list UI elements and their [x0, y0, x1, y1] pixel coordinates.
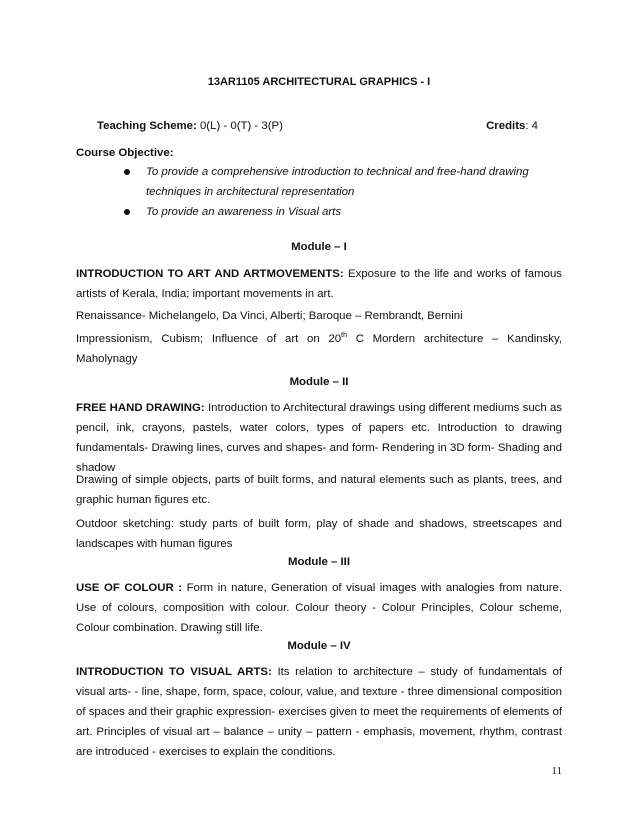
module-body: Exposure to the life and works of famous artists of Kerala, India; important movements in art. — [76, 268, 562, 300]
movements-line: Renaissance- Michelangelo, Da Vinci, Alberti; Baroque – Rembrandt, Bernini — [76, 310, 463, 322]
bullet-icon — [124, 209, 130, 215]
module-paragraph — [76, 264, 562, 304]
module-heading: Module – II — [289, 376, 349, 388]
objective-item — [146, 162, 546, 202]
teaching-scheme-value: 0(L) - 0(T) - 3(P) — [196, 120, 283, 132]
module-paragraph — [76, 578, 562, 638]
module-paragraph — [76, 306, 562, 369]
movements-line — [76, 326, 562, 349]
module-paragraph: Outdoor sketching: study parts of built form, play of shade and shadows, streetscapes and landscapes with human figures — [76, 518, 562, 550]
module-heading: Module – III — [287, 556, 351, 568]
credits-label: Credits — [486, 120, 526, 132]
module-paragraph: Drawing of simple objects, parts of built forms, and natural elements such as plants, trees, and graphic human figures etc. — [76, 474, 562, 506]
course-objective-heading: Course Objective: — [76, 147, 174, 159]
module-body: Introduction to Architectural drawings using different mediums such as pencil, ink, crayons, pastels, water colors, types of papers etc. Introduction to drawing fundamentals- Drawing lines, curves and shapes- and form- Rendering in 3D form- Shading and shadow — [76, 402, 562, 474]
movements-line: Maholynagy — [76, 352, 138, 365]
module-topic: USE OF COLOUR : — [76, 582, 183, 594]
page-number: 11 — [551, 765, 562, 777]
module-heading: Module – I — [291, 241, 347, 253]
teaching-scheme-label: Teaching Scheme: — [97, 120, 197, 132]
objective-item — [146, 202, 546, 222]
module-heading: Module – IV — [287, 640, 351, 652]
module-paragraph — [76, 398, 562, 478]
superscript: th — [341, 332, 347, 339]
teaching-scheme-row — [97, 120, 538, 132]
credits-value: : 4 — [525, 120, 538, 132]
credits — [486, 120, 538, 132]
module-paragraph — [76, 662, 562, 762]
module-topic: INTRODUCTION TO VISUAL ARTS: — [76, 666, 272, 678]
movements-text: C Mordern architecture – Kandinsky, — [346, 332, 562, 345]
movements-text: Impressionism, Cubism; Influence of art on 20 — [76, 332, 342, 345]
course-title: 13AR1105 ARCHITECTURAL GRAPHICS - I — [207, 76, 431, 88]
module-body: Form in nature, Generation of visual images with analogies from nature. Use of colours, composition with colour. Colour theory - Colour Principles, Colour scheme, Colour combination. Drawing still life. — [76, 582, 562, 634]
bullet-icon — [124, 169, 130, 175]
objective-text: To provide an awareness in Visual arts — [146, 206, 342, 218]
module-topic: INTRODUCTION TO ART AND ARTMOVEMENTS: — [76, 268, 344, 280]
module-body: Its relation to architecture – study of fundamentals of visual arts- - line, shape, form, space, colour, value, and texture - three dimensional composition of spaces and their graphic expression- exercises given to meet the requirements of elements of art. Principles of visual art – balance – unity – pattern - emphasis, movement, rhythm, contrast are introduced - exercises to explain the conditions. — [76, 666, 563, 758]
module-topic: FREE HAND DRAWING: — [76, 402, 205, 414]
objective-text: To provide a comprehensive introduction to technical and free-hand drawing techniques in architectural representation — [146, 166, 529, 198]
